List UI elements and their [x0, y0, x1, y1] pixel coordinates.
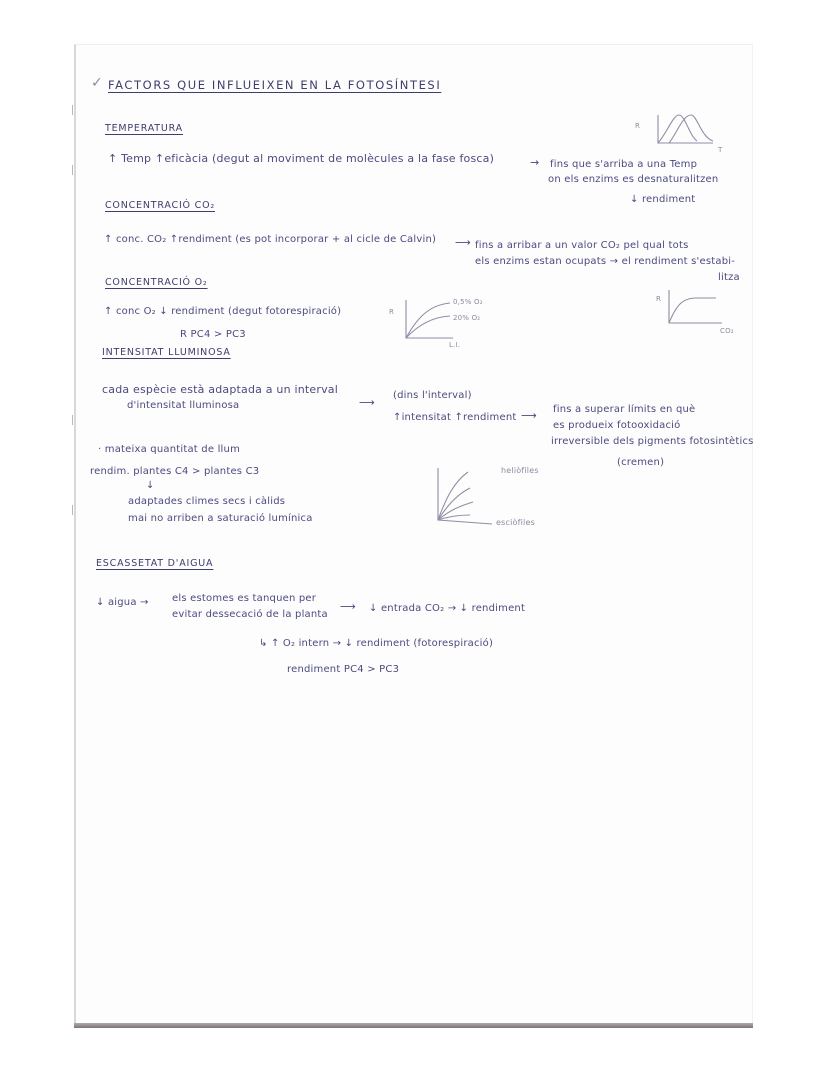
heliofiles-label: heliòfiles — [501, 466, 539, 475]
aigua-line-2: ↳ ↑ O₂ intern → ↓ rendiment (fotorespiració) — [259, 638, 494, 649]
down-arrow-icon: ↓ — [146, 480, 155, 491]
llum-bullet-4: mai no arriben a saturació lumínica — [128, 513, 313, 524]
llum-mid-1: (dins l'interval) — [393, 390, 472, 401]
arrow-icon: ⟶ — [340, 600, 356, 613]
aigua-line-a: ↓ aigua → — [96, 597, 149, 608]
co2-line: ↑ conc. CO₂ ↑rendiment (es pot incorporar + al cicle de Calvin) — [104, 234, 437, 245]
llum-line-2: d'intensitat lluminosa — [127, 400, 240, 411]
llum-bullet-2: rendim. plantes C4 > plantes C3 — [90, 466, 260, 477]
check-mark-icon: ✓ — [91, 75, 103, 91]
o2-comparison: R PC4 > PC3 — [180, 329, 246, 340]
llum-result-2: es produeix fotooxidació — [553, 420, 681, 431]
o2-graph-y-label: R — [389, 308, 395, 316]
co2-result-1: fins a arribar a un valor CO₂ pel qual tots — [475, 240, 689, 251]
heading-temperatura: TEMPERATURA — [105, 123, 183, 134]
arrow-icon: ⟶ — [521, 409, 537, 422]
co2-result-2: els enzims estan ocupats → el rendiment s'estabi- — [475, 256, 736, 267]
heading-co2: CONCENTRACIÓ CO₂ — [105, 200, 215, 211]
temperatura-result-3: ↓ rendiment — [630, 194, 696, 205]
aigua-line-b: els estomes es tanquen per — [172, 593, 317, 604]
llum-mid-2: ↑intensitat ↑rendiment — [393, 412, 517, 423]
temp-graph-y-label: R — [635, 122, 641, 130]
o2-graph — [405, 300, 455, 340]
co2-graph-x-label: CO₂ — [720, 327, 734, 335]
co2-result-3: litza — [718, 272, 740, 283]
page-title: FACTORS QUE INFLUEIXEN EN LA FOTOSÍNTESI — [108, 78, 442, 92]
heading-aigua: ESCASSETAT D'AIGUA — [96, 558, 214, 569]
llum-result-1: fins a superar límits en què — [553, 404, 696, 415]
o2-series-2-label: 20% O₂ — [453, 314, 481, 322]
heading-o2: CONCENTRACIÓ O₂ — [105, 277, 208, 288]
o2-graph-x-label: L.I. — [449, 341, 461, 349]
light-intensity-graph — [436, 468, 496, 524]
temperatura-result-2: on els enzims es desnaturalitzen — [548, 174, 719, 185]
temp-graph-x-label: T — [718, 146, 723, 154]
temperature-graph — [655, 113, 715, 145]
arrow-icon: → — [530, 156, 540, 169]
esciofiles-label: esciòfiles — [496, 518, 535, 527]
arrow-icon: ⟶ — [359, 396, 375, 409]
co2-graph — [668, 290, 723, 326]
aigua-line-c: evitar dessecació de la planta — [172, 609, 328, 620]
notebook-page — [74, 44, 752, 1026]
llum-bullet-1: · mateixa quantitat de llum — [98, 444, 241, 455]
llum-result-4: (cremen) — [617, 457, 665, 468]
aigua-line-3: rendiment PC4 > PC3 — [287, 664, 400, 675]
temperatura-line: ↑ Temp ↑eficàcia (degut al moviment de molècules a la fase fosca) — [108, 152, 495, 165]
o2-line: ↑ conc O₂ ↓ rendiment (degut fotorespiració) — [104, 306, 342, 317]
heading-llum: INTENSITAT LLUMINOSA — [102, 347, 231, 358]
temperatura-result-1: fins que s'arriba a una Temp — [550, 159, 698, 170]
co2-graph-y-label: R — [656, 295, 662, 303]
aigua-line-d: ↓ entrada CO₂ → ↓ rendiment — [369, 603, 526, 614]
llum-line-1: cada espècie està adaptada a un interval — [102, 383, 339, 396]
arrow-icon: ⟶ — [455, 236, 471, 249]
page-bottom-edge — [74, 1023, 753, 1028]
o2-series-1-label: 0,5% O₂ — [453, 298, 483, 306]
llum-bullet-3: adaptades climes secs i càlids — [128, 496, 286, 507]
llum-result-3: irreversible dels pigments fotosintètics — [551, 436, 754, 447]
margin-marks — [74, 95, 80, 525]
